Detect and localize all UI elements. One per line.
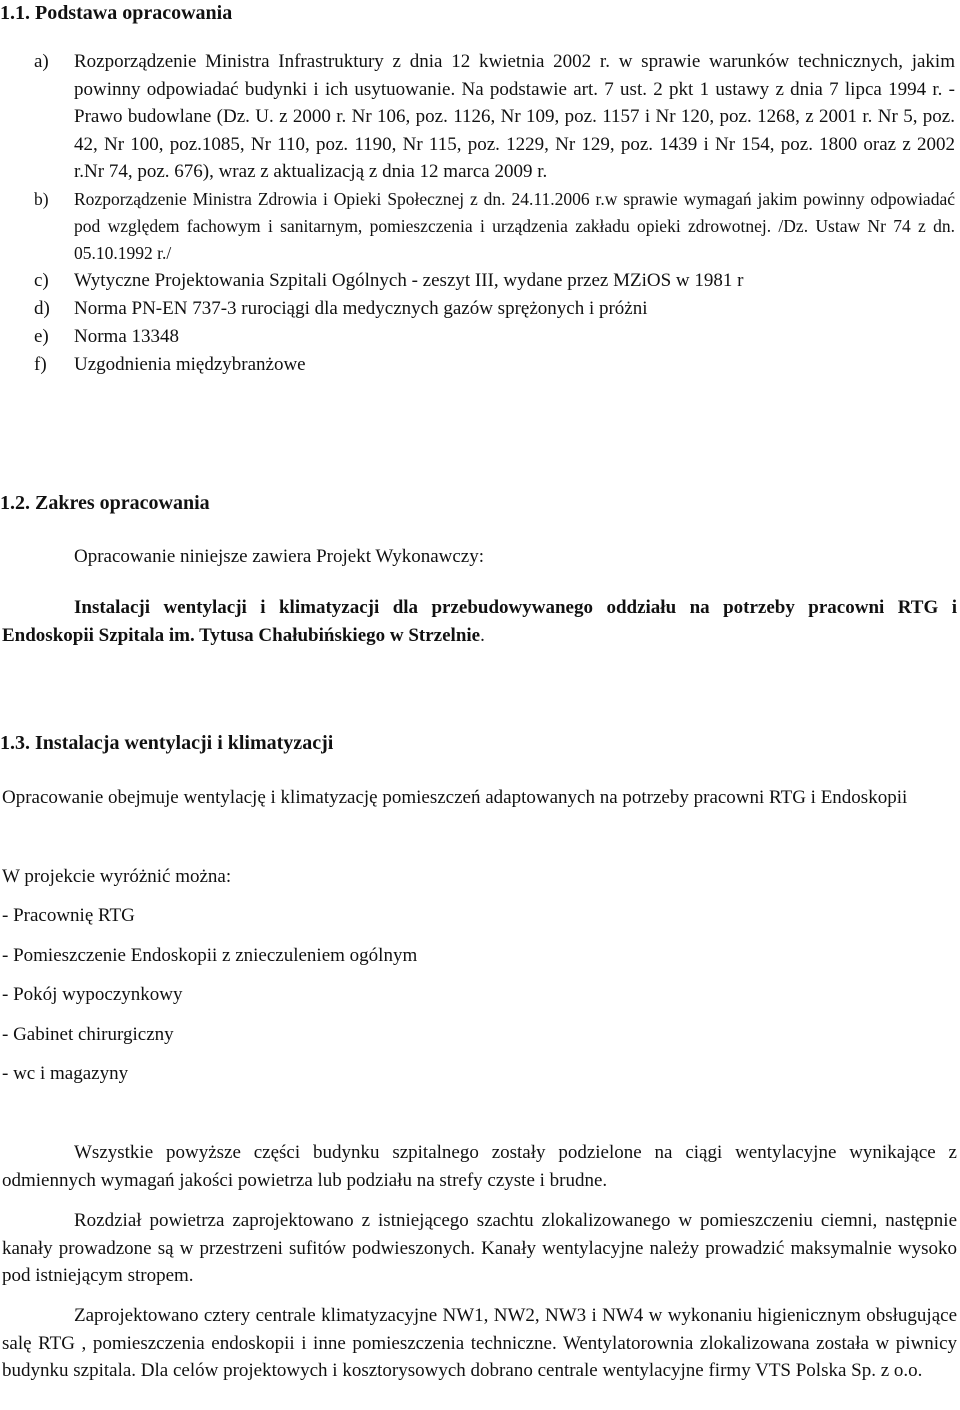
list-item (0, 186, 955, 267)
list-item (0, 295, 955, 323)
section-number: 1.1. (0, 2, 30, 24)
list-item: - Pracownię RTG (2, 905, 135, 926)
paragraph-text: Zaprojektowano cztery centrale klimatyzacyjne NW1, NW2, NW3 i NW4 w wykonaniu higienicznym obsługujące salę RTG , pomieszczenia endoskopii i inne pomieszczenia techniczne. Wentylatorownia zlokalizowana została w piwnicy budynku szpitala. Dla celów projektowych i kosztorysowych dobrano centrale wentylacyjne firmy VTS Polska Sp. z o.o. (2, 1305, 957, 1381)
list-marker: b) (34, 188, 49, 209)
list-item-text: Norma PN-EN 737-3 rurociągi dla medycznych gazów sprężonych i próżni (74, 297, 648, 319)
list-marker: f) (34, 353, 47, 375)
list-item-text: Wytyczne Projektowania Szpitali Ogólnych - zeszyt III, wydane przez MZiOS w 1981 r (74, 269, 744, 291)
paragraph-text: Rozdział powietrza zaprojektowano z istniejącego szachtu zlokalizowanego w pomieszczeniu ciemni, następnie kanały prowadzone są w przestrzeni sufitów podwieszonych. Kanały wentylacyjne należy prowadzić maksymalnie wysoko pod istniejącym stropem. (2, 1210, 957, 1286)
section-title: Podstawa opracowania (35, 2, 233, 24)
list-item: - wc i magazyny (2, 1063, 129, 1084)
list-item-text: Norma 13348 (74, 325, 180, 347)
list-item: - Pomieszczenie Endoskopii z znieczuleniem ogólnym (2, 944, 418, 966)
list-item (0, 48, 955, 186)
paragraph (2, 1139, 957, 1194)
list-item (0, 323, 955, 351)
list-item-text: Uzgodnienia międzybranżowe (74, 353, 306, 375)
list-marker: c) (34, 269, 49, 291)
project-title-period: . (480, 624, 485, 646)
list-item-text: Rozporządzenie Ministra Infrastruktury z dnia 12 kwietnia 2002 r. w sprawie warunków technicznych, jakim powinny odpowiadać budynki i ich usytuowanie. Na podstawie art. 7 ust. 2 pkt 1 ustawy z dnia 7 lipca 1994 r. - Prawo budowlane (Dz. U. z 2000 r. Nr 106, poz. 1126, Nr 109, poz. 1157 i Nr 120, poz. 1268, z 2001 r. Nr 5, poz. 42, Nr 100, poz.1085, Nr 110, poz. 1190, Nr 115, poz. 1229, Nr 129, poz. 1439 i Nr 154, poz. 1800 oraz z 2002 r.Nr 74, poz. 676), wraz z aktualizacją z dnia 12 marca 2009 r. (74, 51, 955, 182)
list-marker: a) (34, 51, 49, 72)
section-heading-1-2 (0, 490, 210, 518)
paragraph (2, 1302, 957, 1385)
scope-description: Opracowanie obejmuje wentylację i klimatyzację pomieszczeń adaptowanych na potrzeby pracowni RTG i Endoskopii (2, 787, 908, 808)
legal-basis-list (0, 48, 955, 379)
list-marker: d) (34, 297, 50, 319)
section-number: 1.2. (0, 492, 30, 514)
project-title (2, 594, 957, 649)
paragraph (2, 1207, 957, 1290)
section-title: Zakres opracowania (35, 492, 210, 514)
rooms-list (2, 902, 417, 1100)
scope-intro: Opracowanie niniejsze zawiera Projekt Wykonawczy: (74, 546, 485, 567)
list-item (0, 267, 955, 295)
list-item-text: Rozporządzenie Ministra Zdrowia i Opieki Społecznej z dn. 24.11.2006 r.w sprawie wymagań jakim powinny odpowiadać pod względem fachowym i sanitarnym, pomieszczenia i urządzenia zakładu opieki zdrowotnej. /Dz. Ustaw Nr 74 z dn. 05.10.1992 r./ (74, 188, 955, 263)
paragraph-text: Wszystkie powyższe części budynku szpitalnego zostały podzielone na ciągi wentylacyjne wynikające z odmiennych wymagań jakości powietrza lub podziału na strefy czyste i brudne. (2, 1142, 957, 1191)
list-item (0, 351, 955, 379)
list-intro: W projekcie wyróżnić można: (2, 866, 232, 887)
list-item: - Pokój wypoczynkowy (2, 984, 183, 1005)
section-heading-1-1 (0, 0, 232, 28)
section-title: Instalacja wentylacji i klimatyzacji (35, 732, 334, 754)
section-number: 1.3. (0, 732, 30, 754)
project-title-text: Instalacji wentylacji i klimatyzacji dla przebudowywanego oddziału na potrzeby pracowni RTG i Endoskopii Szpitala im. Tytusa Chałubińskiego w Strzelnie (2, 597, 957, 646)
section-heading-1-3 (0, 730, 333, 758)
list-marker: e) (34, 325, 49, 347)
list-item: - Gabinet chirurgiczny (2, 1023, 174, 1045)
